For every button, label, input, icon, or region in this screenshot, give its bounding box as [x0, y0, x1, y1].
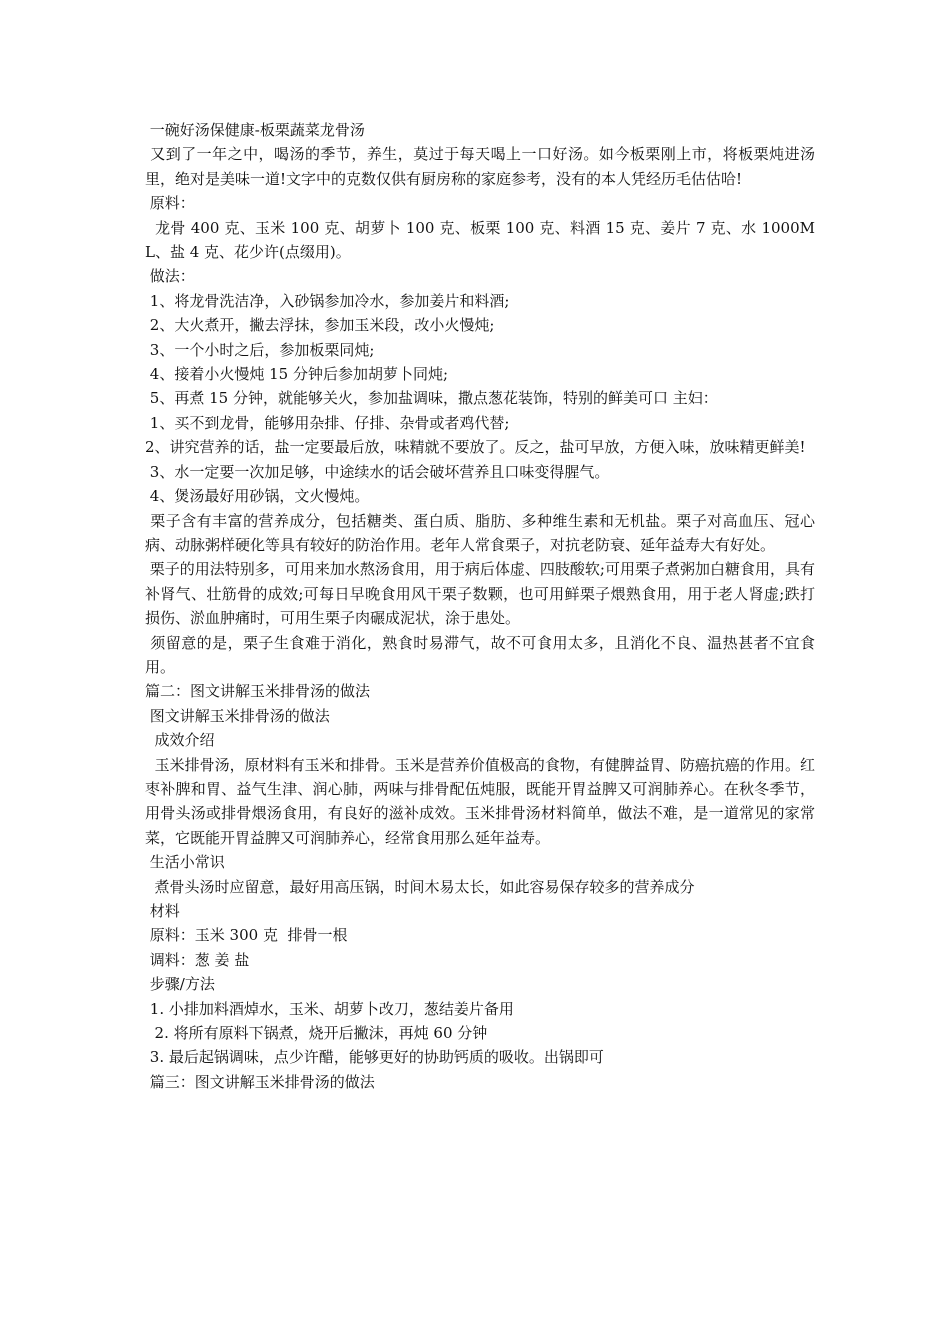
tip-item: 1、买不到龙骨，能够用杂排、仔排、杂骨或者鸡代替;: [145, 413, 510, 432]
tip-item: 3、水一定要一次加足够，中途续水的话会破坏营养且口味变得腥气。: [145, 462, 610, 481]
doc-title: 一碗好汤保健康-板栗蔬菜龙骨汤: [145, 121, 365, 139]
step-item: 1. 小排加料酒焯水，玉米、胡萝卜改刀，葱结姜片备用: [145, 999, 514, 1018]
effects-heading: 成效介绍: [145, 731, 215, 750]
ingredients-heading: 原料：: [145, 194, 195, 213]
intro-paragraph: 又到了一年之中，喝汤的季节，养生，莫过于每天喝上一口好汤。如今板栗刚上市，将板栗炖进汤里，绝对是美味一道!文字中的克数仅供有厨房称的家庭参考，没有的本人凭经历毛估估哈!: [145, 145, 815, 188]
section-heading: 篇二：图文讲解玉米排骨汤的做法: [145, 682, 371, 701]
section-heading: 篇三：图文讲解玉米排骨汤的做法: [145, 1072, 375, 1091]
step-item: 3. 最后起锅调味，点少许醋，能够更好的协助钙质的吸收。出锅即可: [145, 1048, 604, 1067]
method-step: 1、将龙骨洗洁净，入砂锅参加冷水，参加姜片和料酒;: [145, 291, 510, 310]
body-paragraph: 栗子含有丰富的营养成分，包括糖类、蛋白质、脂肪、多种维生素和无机盐。栗子对高血压、冠心病、动脉粥样硬化等具有较好的防治作用。老年人常食栗子，对抗老防衰、延年益寿大有好处。: [145, 511, 815, 554]
effects-paragraph: 玉米排骨汤，原材料有玉米和排骨。玉米是营养价值极高的食物，有健脾益胃、防癌抗癌的作用。红枣补脾和胃、益气生津、润心肺，两味与排骨配伍炖服，既能开胃益脾又可润肺养心。在秋冬季节，用骨头汤或排骨煨汤食用，有良好的滋补成效。玉米排骨汤材料简单，做法不难，是一道常见的家常菜，它既能开胃益脾又可润肺养心，经常食用那么延年益寿。: [145, 755, 815, 847]
tips-heading: 生活小常识: [145, 853, 225, 872]
steps-heading: 步骤/方法: [145, 975, 215, 994]
tips-paragraph: 煮骨头汤时应留意，最好用高压锅，时间木易太长，如此容易保存较多的营养成分: [145, 877, 695, 896]
method-step: 3、一个小时之后，参加板栗同炖;: [145, 340, 375, 359]
method-step: 4、接着小火慢炖 15 分钟后参加胡萝卜同炖;: [145, 365, 449, 384]
seasonings: 调料：葱 姜 盐: [145, 950, 250, 969]
method-step: 5、再煮 15 分钟，就能够关火，参加盐调味，撒点葱花装饰，特别的鲜美可口 主妇：: [145, 389, 718, 408]
section-subtitle: 图文讲解玉米排骨汤的做法: [145, 706, 330, 725]
materials-heading: 材料: [145, 902, 180, 920]
method-step: 2、大火煮开，撇去浮抹，参加玉米段，改小火慢炖;: [145, 316, 495, 335]
body-paragraph: 栗子的用法特别多，可用来加水熬汤食用，用于病后体虚、四肢酸软;可用栗子煮粥加白糖食用，具有补肾气、壮筋骨的成效;可每日早晚食用风干栗子数颗，也可用鲜栗子煨熟食用，用于老人肾虚;跌打损伤、淤血肿痛时，可用生栗子肉碾成泥状，涂于患处。: [145, 560, 815, 628]
method-heading: 做法：: [145, 267, 195, 286]
raw-materials: 原料：玉米 300 克 排骨一根: [145, 926, 348, 945]
ingredients-list: 龙骨 400 克、玉米 100 克、胡萝卜 100 克、板栗 100 克、料酒 15 克、姜片 7 克、水 1000ML、盐 4 克、花少许(点缀用)。: [145, 218, 815, 262]
step-item: 2. 将所有原料下锅煮，烧开后撇沫，再炖 60 分钟: [145, 1024, 488, 1043]
document-body: [145, 118, 815, 1094]
tip-item: 2、讲究营养的话，盐一定要最后放，味精就不要放了。反之，盐可早放，方便入味，放味精更鲜美!: [145, 438, 806, 457]
body-paragraph: 须留意的是，栗子生食难于消化，熟食时易滞气，故不可食用太多，且消化不良、温热甚者不宜食用。: [145, 633, 815, 676]
tip-item: 4、煲汤最好用砂锅，文火慢炖。: [145, 487, 370, 506]
